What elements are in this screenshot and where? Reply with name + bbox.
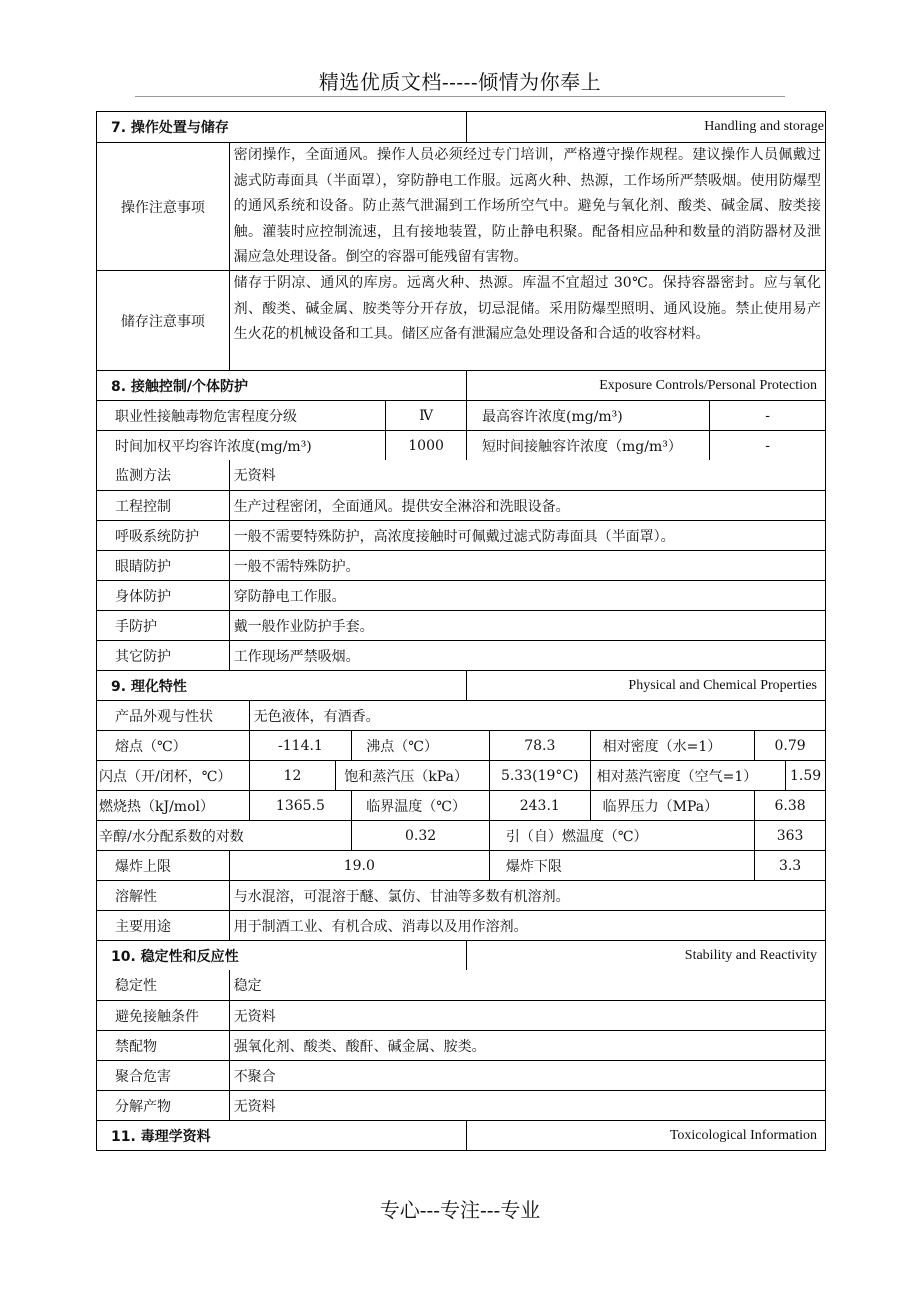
mac-value: - [709, 401, 825, 430]
protection-label: 身体防护 [115, 588, 171, 605]
stability-label: 避免接触条件 [115, 1008, 199, 1025]
handling-row [97, 142, 825, 270]
vd-label: 相对蒸汽密度（空气=1） [590, 761, 785, 790]
twa-label: 时间加权平均容许浓度(mg/m³) [115, 438, 312, 455]
protection-label: 工程控制 [115, 498, 171, 515]
rd-value: 0.79 [754, 731, 825, 760]
stability-value: 不聚合 [229, 1061, 825, 1090]
stel-value: - [709, 431, 825, 460]
handling-text: 密闭操作，全面通风。操作人员必须经过专门培训，严格遵守操作规程。建议操作人员佩戴过滤式防毒面具（半面罩），穿防静电工作服。远离火种、热源，工作场所严禁吸烟。使用防爆型的通风系统和设备。防止蒸气泄漏到工作场所空气中。避免与氧化剂、酸类、碱金属、胺类接触。灌装时应控制流速，且有接地装置，防止静电积聚。配备相应品种和数量的消防器材及泄漏应急处理设备。倒空的容器可能残留有害物。 [233, 147, 821, 265]
storage-label: 储存注意事项 [120, 313, 205, 330]
twa-value: 1000 [385, 431, 466, 460]
protection-value: 无资料 [229, 460, 825, 490]
ct-value: 243.1 [489, 791, 590, 820]
logp-value: 0.32 [351, 821, 489, 850]
hazard-class-label: 职业性接触毒物危害程度分级 [115, 408, 297, 425]
protection-label: 其它防护 [115, 648, 171, 665]
lel-value: 3.3 [754, 851, 825, 880]
section-8-title-en: Exposure Controls/Personal Protection [466, 371, 825, 400]
mac-label: 最高容许浓度(mg/m³) [466, 401, 709, 430]
rd-label: 相对密度（水=1） [590, 731, 755, 760]
ai-value: 363 [754, 821, 825, 850]
stability-value: 无资料 [229, 1091, 825, 1120]
stability-row [97, 1090, 825, 1120]
uel-label: 爆炸上限 [115, 858, 171, 875]
mp-value: -114.1 [249, 731, 352, 760]
protection-row [97, 640, 825, 670]
lel-label: 爆炸下限 [489, 851, 754, 880]
stability-row [97, 970, 825, 1000]
protection-row [97, 520, 825, 550]
protection-value: 一般不需特殊防护。 [229, 551, 825, 580]
protection-row [97, 550, 825, 580]
stel-label: 短时间接触容许浓度（mg/m³） [466, 431, 709, 460]
fp-value: 12 [249, 761, 336, 790]
protection-label: 手防护 [115, 618, 157, 635]
cp-value: 6.38 [754, 791, 825, 820]
section-11-title-en: Toxicological Information [466, 1121, 825, 1150]
stability-label: 分解产物 [115, 1098, 171, 1115]
protection-row [97, 580, 825, 610]
appearance-value: 无色液体，有酒香。 [249, 701, 825, 730]
section-10-header [97, 940, 825, 970]
stability-value: 稳定 [229, 970, 825, 1000]
solubility-label: 溶解性 [115, 888, 157, 905]
uel-value: 19.0 [229, 851, 489, 880]
protection-row [97, 610, 825, 640]
page-footer: 专心---专注---专业 [379, 1198, 541, 1222]
stability-row [97, 1060, 825, 1090]
section-9-title: 9. 理化特性 [111, 678, 187, 695]
storage-row [97, 270, 825, 370]
stability-label: 禁配物 [115, 1038, 157, 1055]
fp-label: 闪点（开/闭杯，℃） [99, 768, 232, 785]
ai-label: 引（自）燃温度（℃） [489, 821, 754, 850]
section-9-header [97, 670, 825, 700]
explosion-limits-row [97, 850, 825, 880]
handling-label: 操作注意事项 [120, 199, 205, 216]
section-10-title-en: Stability and Reactivity [466, 941, 825, 970]
stability-value: 强氧化剂、酸类、酸酐、碱金属、胺类。 [229, 1031, 825, 1060]
section-10-title: 10. 稳定性和反应性 [111, 948, 239, 965]
solubility-value: 与水混溶，可混溶于醚、氯仿、甘油等多数有机溶剂。 [229, 881, 825, 910]
twa-row [97, 430, 825, 460]
protection-value: 工作现场严禁吸烟。 [229, 641, 825, 670]
protection-value: 生产过程密闭，全面通风。提供安全淋浴和洗眼设备。 [229, 491, 825, 520]
logp-ai-row [97, 820, 825, 850]
hazard-class-row [97, 400, 825, 430]
section-8-header [97, 370, 825, 400]
section-7-title: 7. 操作处置与储存 [111, 120, 229, 136]
header-divider [135, 96, 785, 97]
hc-label: 燃烧热（kJ/mol） [99, 798, 214, 815]
stability-label: 聚合危害 [115, 1068, 171, 1085]
section-9-title-en: Physical and Chemical Properties [466, 671, 825, 700]
hc-value: 1365.5 [249, 791, 352, 820]
mp-bp-rd-row [97, 730, 825, 760]
section-7-title-en: Handling and storage [466, 112, 825, 142]
logp-label: 辛醇/水分配系数的对数 [99, 828, 244, 845]
protection-label: 监测方法 [115, 468, 171, 484]
vp-label: 饱和蒸汽压（kPa） [335, 761, 489, 790]
solubility-row [97, 880, 825, 910]
protection-value: 一般不需要特殊防护，高浓度接触时可佩戴过滤式防毒面具（半面罩）。 [229, 521, 825, 550]
appearance-row [97, 700, 825, 730]
hazard-class-value: Ⅳ [385, 401, 466, 430]
fp-vp-vd-row [97, 760, 825, 790]
vp-value: 5.33(19°C) [489, 761, 590, 790]
msds-table [96, 111, 826, 1151]
stability-label: 稳定性 [115, 978, 157, 994]
appearance-label: 产品外观与性状 [115, 708, 213, 725]
section-8-title: 8. 接触控制/个体防护 [111, 378, 249, 395]
cp-label: 临界压力（MPa） [590, 791, 755, 820]
section-7-header [97, 112, 825, 142]
usage-value: 用于制酒工业、有机合成、消毒以及用作溶剂。 [229, 911, 825, 940]
stability-row [97, 1030, 825, 1060]
usage-row [97, 910, 825, 940]
hc-ct-cp-row [97, 790, 825, 820]
protection-label: 呼吸系统防护 [115, 528, 199, 545]
page-header: 精选优质文档-----倾情为你奉上 [318, 70, 602, 94]
bp-value: 78.3 [489, 731, 590, 760]
protection-row [97, 460, 825, 490]
usage-label: 主要用途 [115, 918, 171, 935]
mp-label: 熔点（℃） [115, 738, 187, 755]
protection-value: 戴一般作业防护手套。 [229, 611, 825, 640]
protection-value: 穿防静电工作服。 [229, 581, 825, 610]
section-11-header [97, 1120, 825, 1150]
storage-text: 储存于阴凉、通风的库房。远离火种、热源。库温不宜超过 30℃。保持容器密封。应与氧化剂、酸类、碱金属、胺类等分开存放，切忌混储。采用防爆型照明、通风设施。禁止使用易产生火花的机械设备和工具。储区应备有泄漏应急处理设备和合适的收容材料。 [233, 275, 821, 342]
protection-label: 眼睛防护 [115, 558, 171, 575]
stability-value: 无资料 [229, 1001, 825, 1030]
stability-row [97, 1000, 825, 1030]
ct-label: 临界温度（℃） [351, 791, 489, 820]
section-11-title: 11. 毒理学资料 [111, 1128, 211, 1145]
vd-value: 1.59 [785, 761, 825, 790]
protection-row [97, 490, 825, 520]
bp-label: 沸点（℃） [351, 731, 489, 760]
